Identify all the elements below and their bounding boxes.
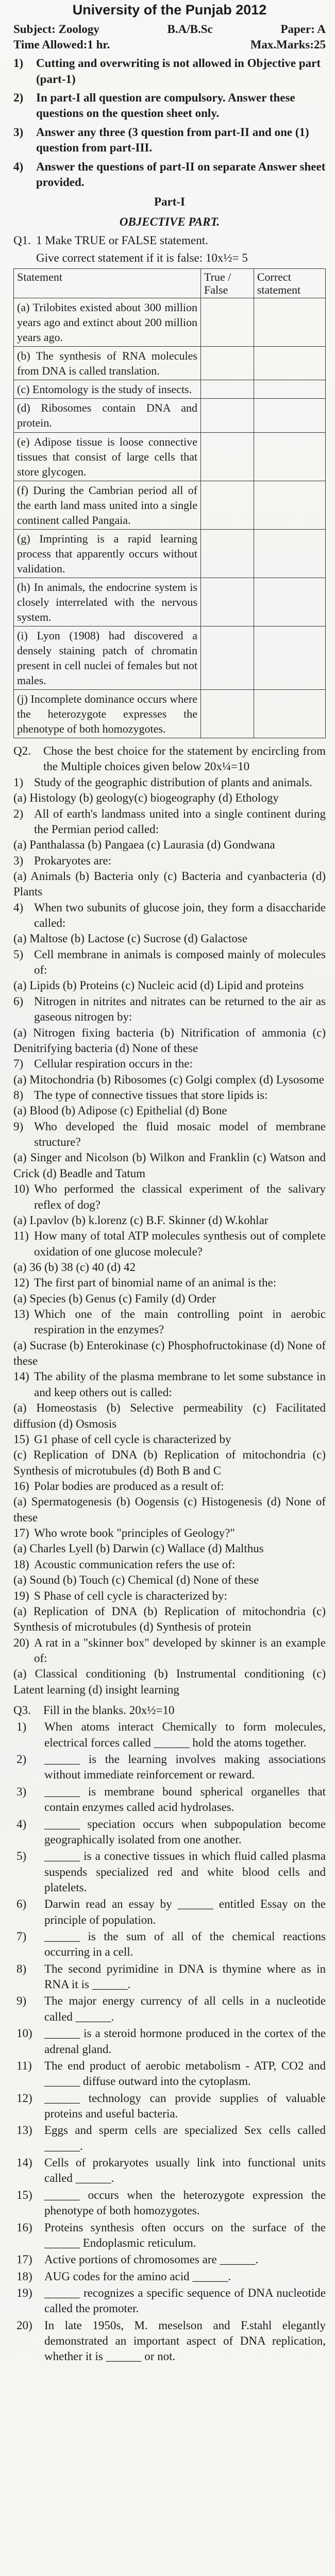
instructions — [13, 56, 326, 190]
mcq-text: Who performed the classical experiment of the salivary reflex of dog? — [34, 1182, 326, 1211]
mcq-text: When two subunits of glucose join, they form a disaccharide called: — [34, 901, 326, 930]
mcq-text: All of earth's landmass united into a single continent during the Permian period called: — [34, 807, 326, 836]
mcq-question — [13, 1228, 326, 1260]
mcq-item — [13, 1588, 326, 1635]
fill-text: In late 1950s, M. meselson and F.stahl elegantly demonstrated an important aspect of DNA replication, whether it is ______ or not. — [44, 2318, 326, 2363]
true-false-cell — [201, 690, 254, 738]
mcq-number: 7) — [13, 1057, 24, 1071]
true-false-cell — [201, 626, 254, 689]
mcq-item — [13, 1307, 326, 1369]
mcq-item — [13, 806, 326, 853]
mcq-item — [13, 1479, 326, 1526]
correct-statement-cell — [254, 690, 325, 738]
table-row — [14, 399, 326, 432]
instruction-number: 3) — [13, 125, 24, 139]
table-row — [14, 298, 326, 347]
mcq-question — [13, 900, 326, 931]
mcq-question — [13, 947, 326, 978]
fill-blank-item — [13, 2318, 326, 2365]
fill-text: ______ speciation occurs when subpopulation become geographically isolated from one another. — [44, 1817, 326, 1846]
instruction-item — [13, 90, 326, 122]
fill-number: 6) — [16, 1897, 27, 1911]
fill-blank-item — [13, 2252, 326, 2267]
table-row — [14, 432, 326, 481]
subject-label: Subject: Zoology — [13, 22, 99, 36]
mcq-options: (a) Animals (b) Bacteria only (c) Bacteria and cyanbacteria (d) Plants — [13, 869, 326, 899]
fill-blank-item — [13, 2026, 326, 2057]
objective-title: OBJECTIVE PART. — [119, 215, 220, 228]
fill-blank-item — [13, 2155, 326, 2187]
mcq-options: (a) Sound (b) Touch (c) Chemical (d) None of these — [13, 1573, 259, 1587]
mcq-question — [13, 1369, 326, 1400]
fill-number: 2) — [16, 1753, 27, 1766]
true-false-table — [13, 268, 326, 738]
mcq-question — [13, 1275, 326, 1291]
mcq-number: 3) — [13, 854, 24, 867]
fill-number: 9) — [16, 1994, 27, 2008]
fill-blank-item — [13, 2285, 326, 2317]
fill-blank-item — [13, 1896, 326, 1928]
instruction-number: 2) — [13, 91, 24, 105]
mcq-text: The first part of binomial name of an animal is the: — [34, 1276, 277, 1290]
fill-text: AUG codes for the amino acid ______. — [44, 2269, 231, 2283]
question-1-line2: Give correct statement if it is false: 10x½= 5 — [36, 251, 248, 265]
fill-text: The end product of aerobic metabolism - ATP, CO2 and ______ diffuse outward into the cytoplasm. — [44, 2059, 326, 2088]
fill-text: The major energy currency of all cells in a nucleotide called ______. — [44, 1994, 326, 2023]
mcq-text: Nitrogen in nitrites and nitrates can be returned to the air as gaseous nitrogen by: — [34, 994, 326, 1024]
correct-statement-cell — [254, 578, 325, 626]
fill-number: 19) — [16, 2286, 32, 2299]
mcq-number: 10) — [13, 1182, 29, 1196]
true-false-cell — [201, 298, 254, 347]
table-row — [14, 578, 326, 626]
fill-blank-item — [13, 2058, 326, 2090]
mcq-number: 19) — [13, 1589, 29, 1602]
fill-text: When atoms interact Chemically to form molecules, electrical forces called ______ hold the atoms together. — [44, 1720, 326, 1749]
fill-number: 13) — [16, 2124, 32, 2137]
correct-statement-cell — [254, 626, 325, 689]
mcq-text: The type of connective tissues that store lipids is: — [34, 1089, 268, 1101]
part-title: Part-I — [154, 195, 186, 209]
fill-number: 14) — [16, 2156, 32, 2170]
mcq-item — [13, 900, 326, 947]
mcq-number: 11) — [13, 1229, 29, 1243]
correct-statement-cell — [254, 399, 325, 432]
header-row-2 — [13, 37, 326, 53]
mcq-options: (a) Blood (b) Adipose (c) Epithelial (d) Bone — [13, 1104, 227, 1117]
question-1-number: Q1. — [13, 233, 31, 247]
fill-blank-item — [13, 1929, 326, 1960]
fill-text: ______ occurs when the heterozygote expression the phenotype of both homozygotes. — [44, 2188, 326, 2217]
fill-blank-item — [13, 1784, 326, 1816]
statement-cell: (e) Adipose tissue is loose connective tissues that consist of large cells that store glycogen. — [14, 432, 201, 481]
mcq-text: G1 phase of cell cycle is characterized by — [34, 1432, 231, 1446]
fill-number: 11) — [16, 2059, 32, 2072]
table-row — [14, 529, 326, 578]
true-false-cell — [201, 399, 254, 432]
true-false-cell — [201, 432, 254, 481]
mcq-options: (a) Mitochondria (b) Ribosomes (c) Golgi complex (d) Lysosome — [13, 1073, 324, 1086]
statement-cell: (g) Imprinting is a rapid learning process that apparently occurs without validation. — [14, 529, 201, 578]
mcq-item — [13, 1119, 326, 1181]
fill-list — [13, 1719, 326, 2364]
mcq-text: How many of total ATP molecules synthesis out of complete oxidation of one glucose molecule? — [34, 1229, 326, 1258]
instruction-number: 4) — [13, 160, 24, 173]
mcq-item — [13, 1369, 326, 1431]
mcq-text: Cell membrane in animals is composed mainly of molecules of: — [34, 947, 326, 977]
mcq-item — [13, 1635, 326, 1698]
fill-number: 10) — [16, 2027, 32, 2040]
mcq-item — [13, 1228, 326, 1275]
statement-cell: (i) Lyon (1908) had discovered a densely staining patch of chromatin present in cell nuclei of females but not males. — [14, 626, 201, 689]
table-row — [14, 626, 326, 689]
mcq-item — [13, 1056, 326, 1088]
mcq-text: Prokaryotes are: — [34, 854, 112, 867]
mcq-question — [13, 853, 326, 869]
fill-text: The second pyrimidine in DNA is thymine where as in RNA it is ______. — [44, 1962, 326, 1991]
mcq-number: 1) — [13, 775, 24, 789]
mcq-options: (a) Sucrase (b) Enterokinase (c) Phosphofructokinase (d) None of these — [13, 1338, 326, 1368]
mcq-options: (a) Histology (b) geology(c) biogeography (d) Ethology — [13, 791, 279, 805]
mcq-options: (c) Replication of DNA (b) Replication of mitochondria (c) Synthesis of microtubules (d) Both B and C — [13, 1448, 326, 1477]
fill-text: ______ technology can provide supplies of valuable proteins and useful bacteria. — [44, 2091, 326, 2120]
mcq-options: (a) Lipids (b) Proteins (c) Nucleic acid (d) Lipid and proteins — [13, 979, 304, 992]
instruction-text: Answer any three (3 question from part-II and one (1) question from part-III. — [36, 125, 309, 155]
mcq-item — [13, 1181, 326, 1228]
mcq-options: (a) Maltose (b) Lactose (c) Sucrose (d) Galactose — [13, 932, 248, 945]
fill-text: Active portions of chromosomes are ______. — [44, 2253, 259, 2266]
mcq-question — [13, 1307, 326, 1338]
mcq-number: 6) — [13, 994, 24, 1008]
mcq-number: 15) — [13, 1432, 29, 1446]
fill-text: Cells of prokaryotes usually link into functional units called ______. — [44, 2156, 326, 2185]
fill-number: 5) — [16, 1850, 27, 1863]
header-correct-statement: Correct statement — [254, 268, 325, 298]
fill-blank-item — [13, 1719, 326, 1751]
mcq-number: 2) — [13, 807, 24, 820]
degree-label: B.A/B.Sc — [167, 22, 213, 36]
instruction-text: Answer the questions of part-II on separate Answer sheet provided. — [36, 160, 326, 189]
instruction-item — [13, 159, 326, 191]
header-row-1 — [13, 22, 326, 37]
mcq-item — [13, 775, 326, 806]
true-false-cell — [201, 481, 254, 529]
mcq-options: (a) Nitrogen fixing bacteria (b) Nitrification of ammonia (c) Denitrifying bacteria (d) None of these — [13, 1026, 326, 1055]
instruction-text: Cutting and overwriting is not allowed in Objective part (part-1) — [36, 57, 321, 86]
mcq-number: 12) — [13, 1276, 29, 1290]
mcq-options: (a) Singer and Nicolson (b) Wilkon and Franklin (c) Watson and Crick (d) Beadle and Tatum — [13, 1151, 326, 1180]
fill-blank-item — [13, 2269, 326, 2284]
fill-number: 4) — [16, 1817, 27, 1831]
fill-blank-item — [13, 1961, 326, 1993]
fill-blank-item — [13, 1752, 326, 1783]
instruction-item — [13, 125, 326, 156]
true-false-cell — [201, 380, 254, 399]
mcq-number: 14) — [13, 1370, 29, 1383]
mcq-item — [13, 1526, 326, 1557]
mcq-text: Who developed the fluid mosaic model of membrane structure? — [34, 1120, 326, 1149]
mcq-question — [13, 1479, 326, 1494]
correct-statement-cell — [254, 529, 325, 578]
fill-number: 17) — [16, 2253, 32, 2266]
true-false-cell — [201, 529, 254, 578]
header-true-false: True / False — [201, 268, 254, 298]
mcq-text: Which one of the main controlling point in aerobic respiration in the enzymes? — [34, 1308, 326, 1336]
fill-number: 7) — [16, 1930, 27, 1943]
mcq-number: 9) — [13, 1120, 24, 1133]
university-title: University of the Punjab 2012 — [72, 2, 267, 18]
mcq-number: 16) — [13, 1479, 29, 1493]
mcq-options: (a) Homeostasis (b) Selective permeability (c) Facilitated diffusion (d) Osmosis — [13, 1401, 326, 1430]
mcq-number: 20) — [13, 1636, 29, 1649]
mcq-question — [13, 1056, 326, 1072]
question-1-line1: 1 Make TRUE or FALSE statement. — [36, 233, 208, 247]
mcq-options: (a) I.pavlov (b) k.lorenz (c) B.F. Skinner (d) W.kohlar — [13, 1213, 269, 1227]
correct-statement-cell — [254, 380, 325, 399]
mcq-text: Cellular respiration occurs in the: — [34, 1057, 193, 1071]
mcq-item — [13, 1275, 326, 1307]
mcq-question — [13, 1526, 326, 1541]
mcq-question — [13, 1635, 326, 1667]
mcq-question — [13, 1432, 326, 1447]
mcq-number: 8) — [13, 1089, 24, 1101]
mcq-question — [13, 1557, 326, 1572]
paper-label: Paper: A — [280, 22, 326, 36]
question-2-text: Chose the best choice for the statement by encircling from the Multiple choices given below 20x¼=10 — [43, 744, 326, 773]
instruction-text: In part-I all question are compulsory. Answer these questions on the question sheet only. — [36, 91, 295, 120]
statement-cell: (d) Ribosomes contain DNA and protein. — [14, 399, 201, 432]
fill-number: 12) — [16, 2091, 32, 2105]
statement-cell: (b) The synthesis of RNA molecules from DNA is called translation. — [14, 347, 201, 380]
true-false-cell — [201, 578, 254, 626]
mcq-text: Study of the geographic distribution of plants and animals. — [34, 775, 312, 789]
table-row — [14, 481, 326, 529]
correct-statement-cell — [254, 347, 325, 380]
max-marks: Max.Marks:25 — [250, 38, 326, 51]
mcq-number: 4) — [13, 901, 24, 914]
question-3-heading — [13, 1703, 326, 1718]
mcq-number: 13) — [13, 1308, 29, 1321]
mcq-options: (a) Panthalassa (b) Pangaea (c) Laurasia (d) Gondwana — [13, 838, 275, 852]
mcq-number: 5) — [13, 947, 24, 961]
correct-statement-cell — [254, 481, 325, 529]
mcq-list — [13, 775, 326, 1698]
mcq-question — [13, 806, 326, 838]
fill-text: Darwin read an essay by ______ entitled Essay on the principle of population. — [44, 1897, 326, 1926]
mcq-item — [13, 947, 326, 994]
statement-cell: (j) Incomplete dominance occurs where the heterozygote expresses the phenotype of both homozygotes. — [14, 690, 201, 738]
mcq-text: Acoustic communication refers the use of: — [34, 1557, 236, 1571]
mcq-question — [13, 1588, 326, 1604]
statement-cell: (h) In animals, the endocrine system is closely interrelated with the nervous system. — [14, 578, 201, 626]
mcq-question — [13, 994, 326, 1025]
mcq-item — [13, 1557, 326, 1588]
statement-cell: (f) During the Cambrian period all of the earth land mass united into a single continent called Pangaia. — [14, 481, 201, 529]
header-statement: Statement — [14, 268, 201, 298]
mcq-options: (a) 36 (b) 38 (c) 40 (d) 42 — [13, 1260, 136, 1274]
fill-number: 3) — [16, 1785, 27, 1798]
correct-statement-cell — [254, 298, 325, 347]
mcq-number: 18) — [13, 1557, 29, 1571]
mcq-text: Who wrote book "principles of Geology?" — [34, 1527, 235, 1540]
mcq-item — [13, 994, 326, 1056]
mcq-number: 17) — [13, 1527, 29, 1540]
fill-number: 16) — [16, 2221, 32, 2234]
table-row — [14, 690, 326, 738]
table-row — [14, 347, 326, 380]
fill-text: ______ is a conective tissues in which fluid called plasma suspends specialized red and white blood cells and platelets. — [44, 1850, 326, 1894]
fill-text: ______ recognizes a specific sequence of DNA nucleotide called the promoter. — [44, 2286, 326, 2315]
mcq-question — [13, 1119, 326, 1150]
mcq-text: Polar bodies are produced as a result of: — [34, 1479, 224, 1493]
mcq-options: (a) Charles Lyell (b) Darwin (c) Wallace (d) Malthus — [13, 1542, 264, 1555]
question-2-number: Q2. — [13, 744, 31, 758]
question-2-heading — [13, 743, 326, 775]
fill-number: 18) — [16, 2269, 32, 2283]
true-false-cell — [201, 347, 254, 380]
fill-blank-item — [13, 2123, 326, 2154]
question-1-heading — [13, 233, 326, 248]
question-3-number: Q3. — [13, 1704, 31, 1717]
mcq-item — [13, 1088, 326, 1119]
fill-blank-item — [13, 2188, 326, 2219]
mcq-question — [13, 1181, 326, 1213]
mcq-item — [13, 853, 326, 900]
table-row — [14, 380, 326, 399]
statement-cell: (c) Entomology is the study of insects. — [14, 380, 201, 399]
fill-text: ______ is the learning involves making associations without immediate reinforcement or reward. — [44, 1753, 326, 1782]
mcq-question — [13, 775, 326, 790]
fill-text: ______ is a steroid hormone produced in the cortex of the adrenal gland. — [44, 2027, 326, 2056]
fill-text: ______ is membrane bound spherical organelles that contain enzymes called acid hydrolases. — [44, 1785, 326, 1814]
mcq-item — [13, 1432, 326, 1479]
instruction-number: 1) — [13, 57, 24, 70]
mcq-text: S Phase of cell cycle is characterized by: — [34, 1589, 227, 1602]
mcq-options: (a) Classical conditioning (b) Instrumental conditioning (c) Latent learning (d) insight learning — [13, 1667, 326, 1696]
mcq-options: (a) Spermatogenesis (b) Oogensis (c) Histogenesis (d) None of these — [13, 1495, 326, 1524]
fill-blank-item — [13, 2091, 326, 2122]
mcq-text: A rat in a "skinner box" developed by skinner is an example of: — [34, 1636, 326, 1665]
mcq-question — [13, 1088, 326, 1103]
fill-text: Eggs and sperm cells are specialized Sex cells called ______. — [44, 2124, 326, 2153]
statement-cell: (a) Trilobites existed about 300 million years ago and extinct about 200 million years ago. — [14, 298, 201, 347]
fill-number: 1) — [16, 1720, 27, 1734]
time-allowed: Time Allowed:1 hr. — [13, 38, 110, 51]
fill-blank-item — [13, 1993, 326, 2025]
mcq-options: (a) Species (b) Genus (c) Family (d) Order — [13, 1292, 216, 1305]
instruction-item — [13, 56, 326, 87]
fill-number: 15) — [16, 2188, 32, 2201]
fill-blank-item — [13, 2220, 326, 2251]
fill-blank-item — [13, 1849, 326, 1895]
correct-statement-cell — [254, 432, 325, 481]
fill-blank-item — [13, 1817, 326, 1848]
fill-number: 8) — [16, 1962, 27, 1975]
mcq-options: (a) Replication of DNA (b) Replication of mitochondria (c) Synthesis of microtubules (d) Synthesis of protein — [13, 1604, 326, 1634]
fill-text: Proteins synthesis often occurs on the surface of the ______ Endoplasmic reticulum. — [44, 2221, 326, 2249]
mcq-text: The ability of the plasma membrane to let some substance in and keep others out is called: — [34, 1370, 326, 1399]
fill-number: 20) — [16, 2318, 32, 2332]
question-3-text: Fill in the blanks. 20x½=10 — [43, 1704, 175, 1717]
fill-text: ______ is the sum of all of the chemical reactions occurring in a cell. — [44, 1930, 326, 1959]
